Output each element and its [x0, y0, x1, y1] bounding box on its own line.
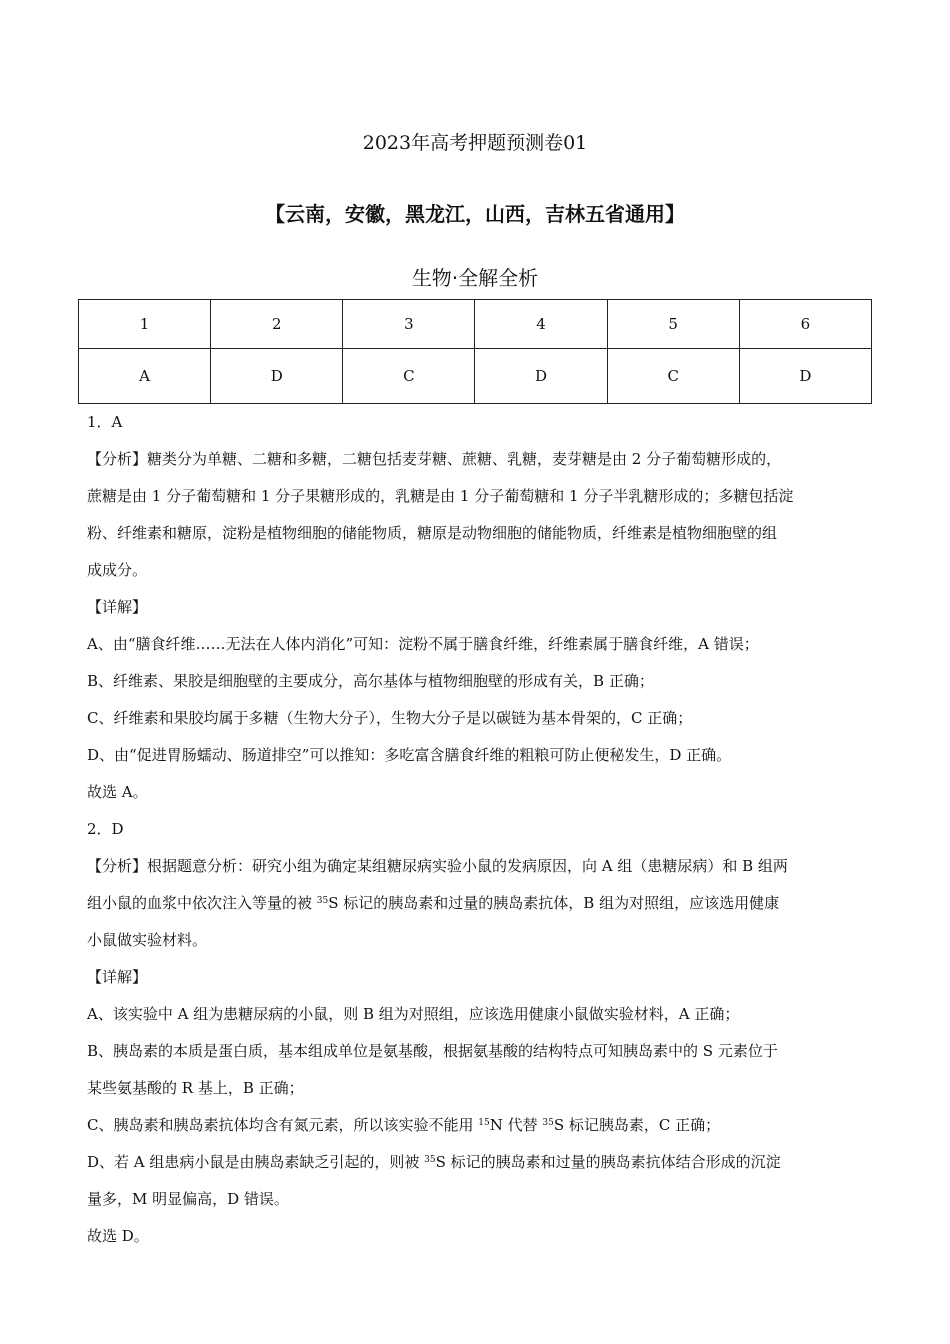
q2-analysis-line: 【分析】根据题意分析：研究小组为确定某组糖尿病实验小鼠的发病原因，向 A 组（患糖尿病）和 B 组两: [87, 857, 788, 875]
isotope-superscript: 35: [316, 896, 329, 906]
answer-cell: A: [79, 349, 211, 404]
question-number-cell: 5: [607, 300, 739, 349]
isotope-superscript: 35: [542, 1118, 554, 1128]
q2-detail-line: [87, 1144, 867, 1181]
answer-table-answer-row: [79, 349, 872, 404]
subject-title: 生物·全解全析: [411, 266, 539, 290]
question-number-cell: 3: [343, 300, 475, 349]
q1-analysis-line: 【分析】糖类分为单糖、二糖和多糖，二糖包括麦芽糖、蔗糖、乳糖，麦芽糖是由 2 分子葡萄糖形成的，: [87, 450, 782, 468]
text-span: C、胰岛素和胰岛素抗体均含有氮元素，所以该实验不能用: [87, 1116, 479, 1134]
question-number-cell: 2: [211, 300, 343, 349]
answer-cell: C: [343, 349, 475, 404]
region-subtitle: 【云南，安徽，黑龙江，山西，吉林五省通用】: [265, 202, 685, 226]
q1-analysis-line: 蔗糖是由 1 分子葡萄糖和 1 分子果糖形成的，乳糖是由 1 分子葡萄糖和 1 分子半乳糖形成的；多糖包括淀: [87, 487, 794, 505]
solution-body: [87, 404, 867, 1255]
text-span: N 代替: [489, 1116, 543, 1134]
answer-cell: D: [739, 349, 871, 404]
q2-conclusion: 故选 D。: [87, 1227, 149, 1245]
text-span: D、若 A 组患病小鼠是由胰岛素缺乏引起的，则被: [87, 1153, 425, 1171]
q2-detail-line: A、该实验中 A 组为患糖尿病的小鼠，则 B 组为对照组，应该选用健康小鼠做实验材料，A 正确；: [87, 1005, 740, 1023]
text-span: S 标记的胰岛素和过量的胰岛素抗体结合形成的沉淀: [435, 1153, 781, 1171]
exam-title: 2023年高考押题预测卷01: [362, 132, 588, 154]
answer-cell: D: [211, 349, 343, 404]
question-number-cell: 1: [79, 300, 211, 349]
q1-detail-line: B、纤维素、果胶是细胞壁的主要成分，高尔基体与植物细胞壁的形成有关，B 正确；: [87, 672, 654, 690]
q1-detail-line: C、纤维素和果胶均属于多糖（生物大分子），生物大分子是以碳链为基本骨架的，C 正确；: [87, 709, 693, 727]
q1-conclusion: 故选 A。: [87, 783, 148, 801]
answer-cell: D: [475, 349, 607, 404]
q2-detail-line: 量多，M 明显偏高，D 错误。: [87, 1190, 289, 1208]
q1-detail-heading: 【详解】: [87, 598, 148, 616]
q2-heading: 2．D: [87, 820, 124, 838]
q2-analysis-line: 小鼠做实验材料。: [87, 931, 208, 949]
q2-analysis-line: [87, 885, 867, 922]
q2-detail-heading: 【详解】: [87, 968, 148, 986]
answer-cell: C: [607, 349, 739, 404]
q2-detail-line: 某些氨基酸的 R 基上，B 正确；: [87, 1079, 304, 1097]
q1-analysis-line: 成成分。: [87, 561, 148, 579]
q2-detail-line: [87, 1107, 867, 1144]
isotope-superscript: 15: [478, 1118, 490, 1128]
q1-heading: 1．A: [87, 413, 123, 431]
isotope-superscript: 35: [424, 1155, 436, 1165]
question-number-cell: 6: [739, 300, 871, 349]
text-span: S 标记的胰岛素和过量的胰岛素抗体，B 组为对照组，应该选用健康: [328, 894, 780, 912]
answer-table-number-row: [79, 300, 872, 349]
question-number-cell: 4: [475, 300, 607, 349]
text-span: S 标记胰岛素，C 正确；: [553, 1116, 721, 1134]
q1-detail-line: D、由“促进胃肠蠕动、肠道排空”可以推知：多吃富含膳食纤维的粗粮可防止便秘发生，D 正确。: [87, 746, 732, 764]
q1-detail-line: A、由“膳食纤维……无法在人体内消化”可知：淀粉不属于膳食纤维，纤维素属于膳食纤维，A 错误；: [87, 635, 759, 653]
answer-table: [78, 299, 872, 404]
q1-analysis-line: 粉、纤维素和糖原，淀粉是植物细胞的储能物质，糖原是动物细胞的储能物质，纤维素是植物细胞壁的组: [87, 524, 778, 542]
text-span: 组小鼠的血浆中依次注入等量的被: [87, 894, 317, 912]
q2-detail-line: B、胰岛素的本质是蛋白质，基本组成单位是氨基酸，根据氨基酸的结构特点可知胰岛素中的 S 元素位于: [87, 1042, 778, 1060]
